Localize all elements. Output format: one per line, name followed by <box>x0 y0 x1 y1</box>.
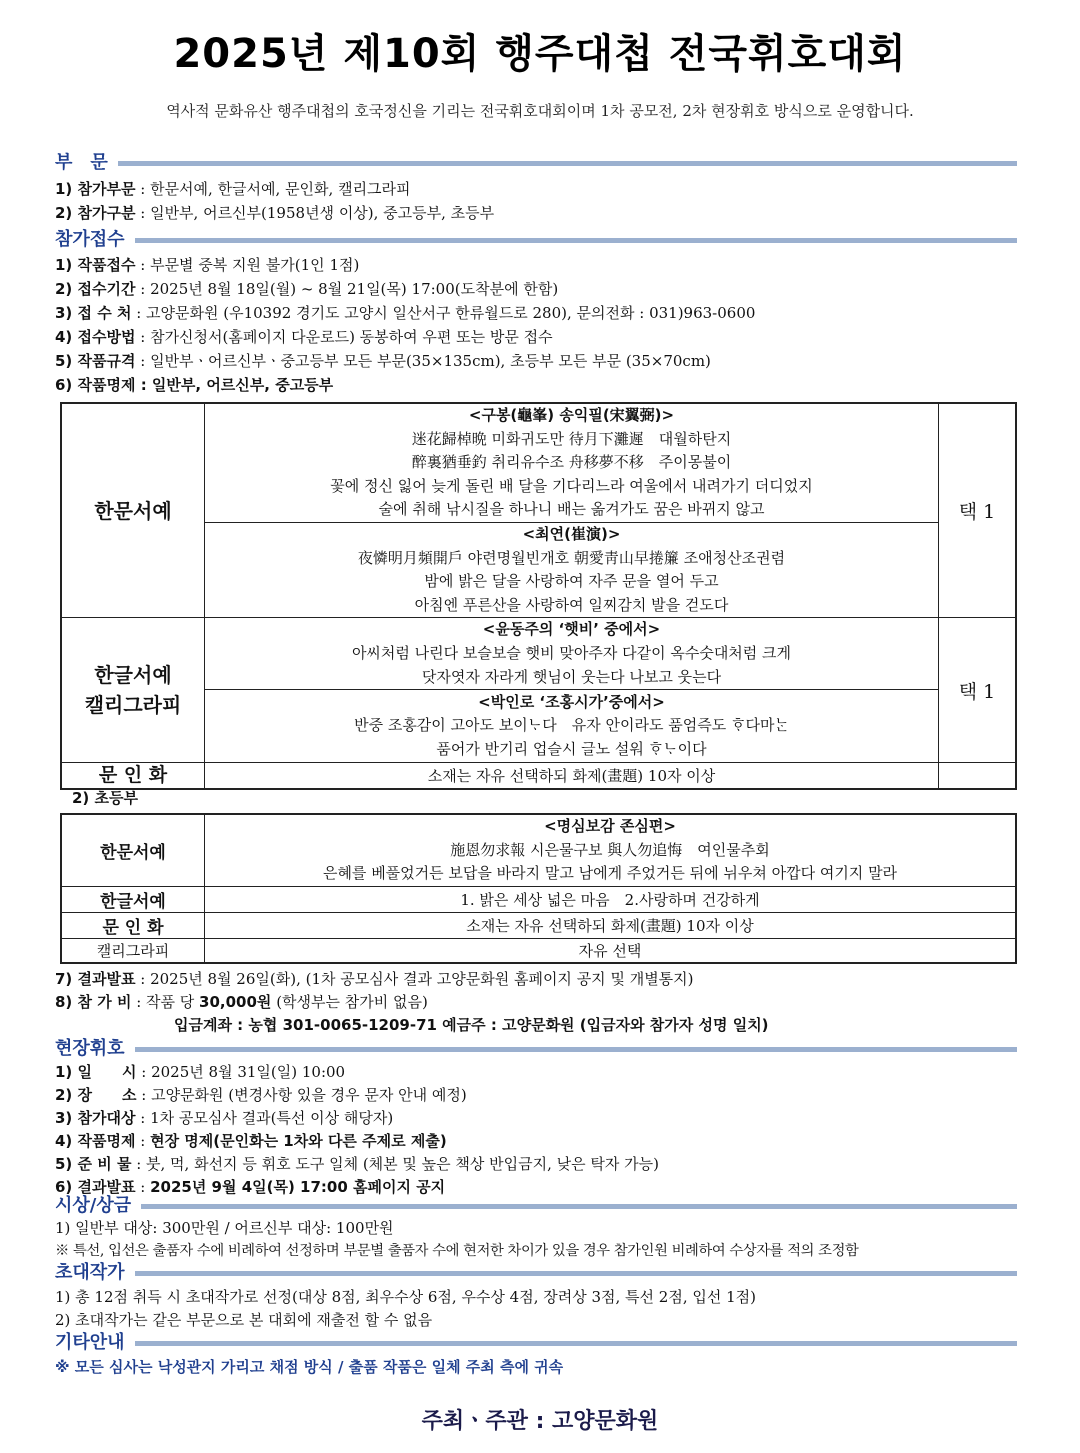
poem-line: 술에 취해 낚시질을 하나니 배는 옮겨가도 꿈은 바뀌지 않고 <box>378 500 765 519</box>
poem-line: 醉裏猶垂釣 취리유수조 舟移夢不移 주이몽불이 <box>411 453 732 472</box>
onsite-line-3: 3) 참가대상 : 1차 공모심사 결과(특선 이상 해당자) <box>55 1109 394 1127</box>
onsite-line-2: 2) 장 소 : 고양문화원 (변경사항 있을 경우 문자 안내 예정) <box>55 1086 467 1104</box>
pick-one: 택 1 <box>939 403 1017 618</box>
section-registration <box>55 226 1017 250</box>
onsite-line-4: 4) 작품명제 : 현장 명제(문인화는 1차와 다른 주제로 제출) <box>55 1132 447 1150</box>
poem-line: 아씨처럼 나린다 보슬보슬 햇비 맞아주자 다같이 옥수숫대처럼 크게 <box>351 643 792 662</box>
poem-cell <box>205 403 939 522</box>
category-munin: 문 인 화 <box>61 912 205 938</box>
registration-line-6: 6) 작품명제 : 일반부, 어르신부, 중고등부 <box>55 376 334 394</box>
poem-title: <구봉(龜峯) 송익필(宋翼弼)> <box>468 406 675 424</box>
topic-table-elementary <box>60 813 1017 964</box>
poem-cell <box>205 618 939 690</box>
section-division <box>55 149 1017 173</box>
category-munin: 문 인 화 <box>61 763 205 789</box>
section-rule <box>135 1271 1017 1276</box>
invited-line-1: 1) 총 12점 취득 시 초대작가로 선정(대상 8점, 최우수상 6점, 우수상 4점, 장려상 3점, 특선 2점, 입선 1점) <box>55 1288 757 1306</box>
pick-one: 택 1 <box>939 618 1017 763</box>
poem-title: <최연(崔演)> <box>522 524 621 543</box>
intro-text: 역사적 문화유산 행주대첩의 호국정신을 기리는 전국휘호대회이며 1차 공모전, 2차 현장휘호 방식으로 운영합니다. <box>166 102 914 120</box>
section-onsite <box>55 1035 1017 1059</box>
division-line-2: 2) 참가구분 : 일반부, 어르신부(1958년생 이상), 중고등부, 초등부 <box>55 204 495 222</box>
section-title: 부 문 <box>55 152 108 173</box>
calli-topic: 자유 선택 <box>205 938 1017 963</box>
poem-line: 은혜를 베풀었거든 보답을 바라지 말고 남에게 주었거든 뒤에 뉘우쳐 아깝다 여기지 말라 <box>322 864 898 883</box>
section-invited <box>55 1259 1017 1283</box>
poem-line: 夜憐明月頻開戶 야련명월빈개호 朝愛靑山早捲簾 조애청산조권렴 <box>357 548 786 567</box>
registration-line-2: 2) 접수기간 : 2025년 8월 18일(월) ~ 8월 21일(목) 17:00(도착분에 한함) <box>55 280 559 298</box>
other-line-1: ※ 모든 심사는 낙성관지 가리고 채점 방식 / 출품 작품은 일체 주최 측에 귀속 <box>55 1358 564 1376</box>
poem-line: 반중 조홍감이 고아도 보이ᄂᆞ다 유자 안이라도 품엄즉도 ᄒᆞ다마ᄂᆞᆫ <box>354 716 789 735</box>
munin-topic: 소재는 자유 선택하되 화제(畫題) 10자 이상 <box>205 912 1017 938</box>
registration-line-3: 3) 접 수 처 : 고양문화원 (우10392 경기도 고양시 일산서구 한류월드로 280), 문의전화 : 031)963-0600 <box>55 304 756 322</box>
munin-topic: 소재는 자유 선택하되 화제(畫題) 10자 이상 <box>205 763 939 789</box>
onsite-line-6: 6) 결과발표 : 2025년 9월 4일(목) 17:00 홈페이지 공지 <box>55 1178 446 1196</box>
section-title: 현장휘호 <box>55 1038 125 1059</box>
poem-cell <box>205 814 1017 886</box>
poem-line: 아침엔 푸른산을 사랑하여 일찌감치 발을 걷도다 <box>414 595 729 614</box>
poem-line: 施恩勿求報 시은물구보 與人勿追悔 여인물추회 <box>450 840 770 859</box>
topic-table-general <box>60 402 1017 790</box>
poem-line: 꽃에 정신 잃어 늦게 돌린 배 달을 기다리느라 여울에서 내려가기 더디었지 <box>330 476 813 495</box>
invited-line-2: 2) 초대작가는 같은 부문으로 본 대회에 재출전 할 수 없음 <box>55 1311 433 1329</box>
section-title: 시상/상금 <box>55 1195 132 1216</box>
category-hanmun: 한문서예 <box>61 403 205 618</box>
section-title: 기타안내 <box>55 1332 125 1353</box>
poem-cell <box>205 690 939 763</box>
section-rule <box>141 1204 1017 1209</box>
category-hangeul: 한글서예 캘리그라피 <box>61 618 205 763</box>
poem-line: 품어가 반기리 업슬시 글노 설워 ᄒᆞᄂᆞ이다 <box>436 739 707 758</box>
poem-cell <box>205 522 939 617</box>
poem-line: 迷花歸棹晩 미화귀도만 待月下灘遲 대월하탄지 <box>411 429 732 448</box>
organizer-footer: 주최ㆍ주관 : 고양문화원 <box>421 1409 659 1434</box>
category-calli: 캘리그라피 <box>61 938 205 963</box>
onsite-line-5: 5) 준 비 물 : 붓, 먹, 화선지 등 휘호 도구 일체 (체본 및 높은 책상 반입금지, 낮은 탁자 가능) <box>55 1155 660 1173</box>
awards-note: ※ 특선, 입선은 출품자 수에 비례하여 선정하며 부문별 출품자 수에 현저한 차이가 있을 경우 참가인원 비례하여 수상자를 적의 조정함 <box>55 1243 859 1259</box>
section-rule <box>135 1341 1017 1346</box>
elementary-label: 2) 초등부 <box>72 789 138 807</box>
poem-title: <윤동주의 ‘햇비’ 중에서> <box>482 620 661 639</box>
pick-empty <box>939 763 1017 789</box>
section-rule <box>118 161 1017 166</box>
section-awards <box>55 1192 1017 1216</box>
section-title: 참가접수 <box>55 229 125 250</box>
registration-line-1: 1) 작품접수 : 부문별 중복 지원 불가(1인 1점) <box>55 256 360 274</box>
registration-line-4: 4) 접수방법 : 참가신청서(홈페이지 다운로드) 동봉하여 우편 또는 방문 접수 <box>55 328 553 346</box>
poem-title: <명심보감 존심편> <box>544 817 676 835</box>
page-title: 2025년 제10회 행주대첩 전국휘호대회 <box>173 31 907 77</box>
bank-account: 입금계좌 : 농협 301-0065-1209-71 예금주 : 고양문화원 (입금자와 참가자 성명 일치) <box>174 1016 769 1034</box>
category-hanmun: 한문서예 <box>61 814 205 886</box>
results-line-7: 7) 결과발표 : 2025년 8월 26일(화), (1차 공모심사 결과 고양문화원 홈페이지 공지 및 개별통지) <box>55 970 694 988</box>
section-title: 초대작가 <box>55 1262 125 1283</box>
division-line-1: 1) 참가부문 : 한문서예, 한글서예, 문인화, 캘리그라피 <box>55 180 411 198</box>
section-other <box>55 1329 1017 1353</box>
poem-title: <박인로 ‘조홍시가’중에서> <box>478 692 665 711</box>
hangeul-topic: 1. 밝은 세상 넓은 마음 2.사랑하며 건강하게 <box>205 886 1017 912</box>
results-line-8: 8) 참 가 비 : 작품 당 30,000원 (학생부는 참가비 없음) <box>55 993 428 1011</box>
registration-line-5: 5) 작품규격 : 일반부ㆍ어르신부ㆍ중고등부 모든 부문(35×135cm), 초등부 모든 부문 (35×70cm) <box>55 352 711 370</box>
onsite-line-1: 1) 일 시 : 2025년 8월 31일(일) 10:00 <box>55 1063 346 1081</box>
poem-line: 닷자엿자 자라게 햇님이 웃는다 나보고 웃는다 <box>421 667 722 686</box>
poem-line: 밤에 밝은 달을 사랑하여 자주 문을 열어 두고 <box>424 572 719 591</box>
section-rule <box>135 238 1017 243</box>
awards-line-1: 1) 일반부 대상: 300만원 / 어르신부 대상: 100만원 <box>55 1219 394 1237</box>
category-hangeul: 한글서예 <box>61 886 205 912</box>
section-rule <box>135 1047 1017 1052</box>
